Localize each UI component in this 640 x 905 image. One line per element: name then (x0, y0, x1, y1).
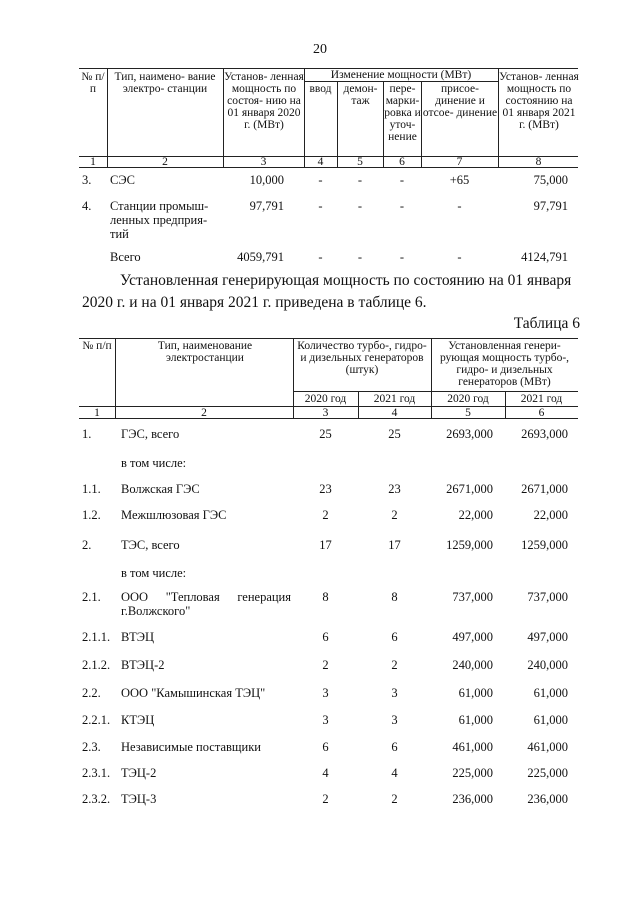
t6-cell-count-2020: 25 (319, 427, 332, 441)
t6-cell-name: ВТЭЦ-2 (121, 658, 165, 672)
t1-cell-input: - (318, 199, 323, 213)
t1-header-dismantle: демон- таж (343, 83, 378, 107)
t6-colnum: 4 (391, 407, 398, 419)
page-number: 20 (313, 42, 327, 57)
t6-year-rule (293, 391, 578, 392)
t1-cell-num: 4. (82, 199, 92, 213)
t6-vrule (115, 338, 116, 418)
t6-header-num: № п/п (82, 340, 112, 352)
t6-cell-num: 1.2. (82, 508, 101, 522)
t6-cell-count-2020: 3 (322, 686, 329, 700)
t6-cell-name: в том числе: (121, 456, 187, 470)
t6-cell-num: 2.3.2. (82, 792, 111, 806)
t6-top-rule (79, 338, 578, 339)
t1-vrule (107, 68, 108, 167)
t6-cell-count-2020: 6 (322, 630, 329, 644)
t1-header-change: Изменение мощности (МВт) (330, 69, 472, 81)
t1-header-type: Тип, наимено- вание электро- станции (114, 71, 216, 95)
t6-colnum: 3 (322, 407, 329, 419)
t6-cell-count-2021: 23 (388, 482, 401, 496)
t6-colnum: 2 (201, 407, 207, 419)
t1-colnum: 2 (162, 156, 168, 168)
t1-cell-dismantle: - (357, 199, 363, 213)
t6-cell-num: 1.1. (82, 482, 101, 496)
t6-cell-power-2020: 737,000 (452, 590, 493, 604)
t6-cell-power-2020: 1259,000 (446, 538, 493, 552)
t6-cell-num: 2.1.2. (82, 658, 111, 672)
t1-cell-2020: 4059,791 (237, 250, 284, 264)
t6-cell-count-2020: 4 (322, 766, 329, 780)
t1-cell-remark: - (399, 250, 405, 264)
t6-cell-num: 2.3.1. (82, 766, 111, 780)
t6-header-power: Установленная генери- рующая мощность турбо-, гидро- и дизельных генераторов (МВт) (439, 340, 570, 388)
t1-colnum: 5 (357, 156, 363, 168)
t6-cell-power-2021: 2671,000 (521, 482, 568, 496)
t1-cell-name: СЭС (110, 173, 135, 187)
t6-cell-name: Независимые поставщики (121, 740, 261, 754)
t6-cell-count-2021: 2 (391, 508, 398, 522)
t1-cell-input: - (318, 250, 323, 264)
t6-header-year: 2021 год (520, 393, 563, 405)
t1-colnum: 8 (535, 156, 542, 168)
t6-cell-name: Межшлюзовая ГЭС (121, 508, 227, 522)
t6-colnum: 6 (538, 407, 545, 419)
t1-cell-input: - (318, 173, 323, 187)
t1-cell-dismantle: - (357, 250, 363, 264)
t6-cell-count-2021: 6 (391, 630, 398, 644)
t1-header-remark: пере- марки- ровка и уточ- нение (384, 83, 421, 143)
t1-colnum: 1 (90, 156, 96, 168)
t6-cell-num: 2.2. (82, 686, 101, 700)
t6-cell-power-2020: 2671,000 (446, 482, 493, 496)
t6-cell-count-2020: 23 (319, 482, 332, 496)
t6-cell-name: в том числе: (121, 566, 187, 580)
t6-header-count: Количество турбо-, гидро- и дизельных генераторов (штук) (297, 340, 427, 376)
t1-cell-connect: +65 (449, 173, 470, 187)
t1-cell-name: Всего (110, 250, 141, 264)
t1-change-rule (304, 81, 498, 82)
t6-cell-num: 2.1. (82, 590, 101, 604)
t6-cell-name: ООО "Тепловая генерация г.Волжского" (121, 590, 291, 618)
t6-cell-num: 2.2.1. (82, 713, 111, 727)
t6-colnum: 1 (94, 407, 100, 419)
t6-cell-count-2021: 25 (388, 427, 401, 441)
t6-cell-power-2021: 1259,000 (521, 538, 568, 552)
t6-cell-power-2021: 461,000 (527, 740, 568, 754)
t6-cell-num: 2. (82, 538, 92, 552)
t6-cell-count-2020: 3 (322, 713, 329, 727)
t6-cell-power-2021: 61,000 (533, 713, 568, 727)
t6-cell-power-2021: 236,000 (527, 792, 568, 806)
t6-vrule (431, 338, 432, 418)
t1-cell-2021: 97,791 (533, 199, 568, 213)
t1-cell-num: 3. (82, 173, 92, 187)
t6-header-year: 2020 год (304, 393, 347, 405)
paragraph-line-1: Установленная генерирующая мощность по состоянию на 01 января (120, 272, 572, 289)
t1-cell-2021: 4124,791 (521, 250, 568, 264)
t6-header-year: 2020 год (447, 393, 489, 405)
t1-colnum: 6 (399, 156, 405, 168)
t1-cell-remark: - (399, 199, 405, 213)
t6-vrule (293, 338, 294, 418)
t6-colnum: 5 (465, 407, 471, 419)
t1-colnum: 4 (317, 156, 324, 168)
t6-cell-count-2021: 2 (391, 792, 398, 806)
t6-cell-count-2020: 17 (319, 538, 332, 552)
t6-cell-name: Волжская ГЭС (121, 482, 200, 496)
t6-cell-count-2021: 3 (391, 686, 398, 700)
t6-cell-count-2020: 6 (322, 740, 329, 754)
t6-cell-power-2021: 737,000 (527, 590, 568, 604)
t6-cell-power-2021: 2693,000 (521, 427, 568, 441)
t6-cell-name: ООО "Камышинская ТЭЦ" (121, 686, 266, 700)
t1-cell-name: Станции промыш- ленных предприя- тий (110, 199, 209, 241)
t6-cell-count-2021: 6 (391, 740, 398, 754)
t6-cell-count-2021: 4 (391, 766, 398, 780)
t1-colnum: 3 (260, 156, 267, 168)
t6-cell-power-2021: 240,000 (527, 658, 568, 672)
t1-header-installed-2020: Установ- ленная мощность по состоя- нию на 01 января 2020 г. (МВт) (224, 71, 304, 131)
t1-header-num: № п/п (81, 71, 105, 95)
t6-cell-count-2020: 2 (322, 508, 329, 522)
t6-cell-power-2020: 61,000 (458, 686, 493, 700)
t6-cell-count-2021: 8 (391, 590, 398, 604)
t6-cell-power-2021: 61,000 (533, 686, 568, 700)
t6-header-type: Тип, наименование электростанции (157, 340, 253, 364)
t6-cell-name: ТЭЦ-3 (121, 792, 157, 806)
t6-cell-power-2020: 497,000 (452, 630, 493, 644)
t6-cell-power-2020: 236,000 (452, 792, 493, 806)
t1-cell-remark: - (399, 173, 405, 187)
t6-header-year: 2021 год (373, 393, 416, 405)
t6-cell-count-2021: 3 (391, 713, 398, 727)
t6-cell-num: 1. (82, 427, 92, 441)
t1-cell-2020: 10,000 (249, 173, 284, 187)
t6-cell-count-2020: 8 (322, 590, 329, 604)
t1-cell-connect: - (457, 199, 462, 213)
t6-cell-power-2020: 22,000 (458, 508, 493, 522)
t6-cell-power-2020: 61,000 (458, 713, 493, 727)
t6-cell-num: 2.3. (82, 740, 101, 754)
t6-cell-num: 2.1.1. (82, 630, 111, 644)
t1-cell-connect: - (457, 250, 462, 264)
table6-caption: Таблица 6 (513, 315, 580, 332)
t6-cell-power-2020: 2693,000 (446, 427, 493, 441)
t6-cell-power-2021: 22,000 (533, 508, 568, 522)
t1-header-connect: присое- динение и отсое- динение (422, 83, 498, 119)
t1-cell-2021: 75,000 (533, 173, 568, 187)
t6-cell-name: ВТЭЦ (121, 630, 155, 644)
t1-header-input: ввод (309, 83, 332, 95)
t1-colnum: 7 (456, 156, 463, 168)
t6-cell-count-2021: 17 (388, 538, 401, 552)
t1-cell-dismantle: - (357, 173, 363, 187)
t6-cell-name: ТЭС, всего (121, 538, 180, 552)
t6-cell-name: ТЭЦ-2 (121, 766, 157, 780)
t1-header-installed-2021: Установ- ленная мощность по состоянию на 01 января 2021 г. (МВт) (499, 71, 579, 131)
t6-cell-count-2020: 2 (322, 792, 329, 806)
t6-cell-power-2021: 225,000 (527, 766, 568, 780)
t6-cell-power-2020: 225,000 (452, 766, 493, 780)
t6-cell-count-2020: 2 (322, 658, 329, 672)
t6-cell-name: ГЭС, всего (121, 427, 180, 441)
t6-cell-power-2020: 240,000 (452, 658, 493, 672)
t1-cell-2020: 97,791 (249, 199, 284, 213)
t6-cell-power-2020: 461,000 (452, 740, 493, 754)
paragraph-line-2: 2020 г. и на 01 января 2021 г. приведена в таблице 6. (82, 294, 427, 311)
t6-cell-power-2021: 497,000 (527, 630, 568, 644)
t6-cell-name: КТЭЦ (121, 713, 155, 727)
t6-cell-count-2021: 2 (391, 658, 398, 672)
